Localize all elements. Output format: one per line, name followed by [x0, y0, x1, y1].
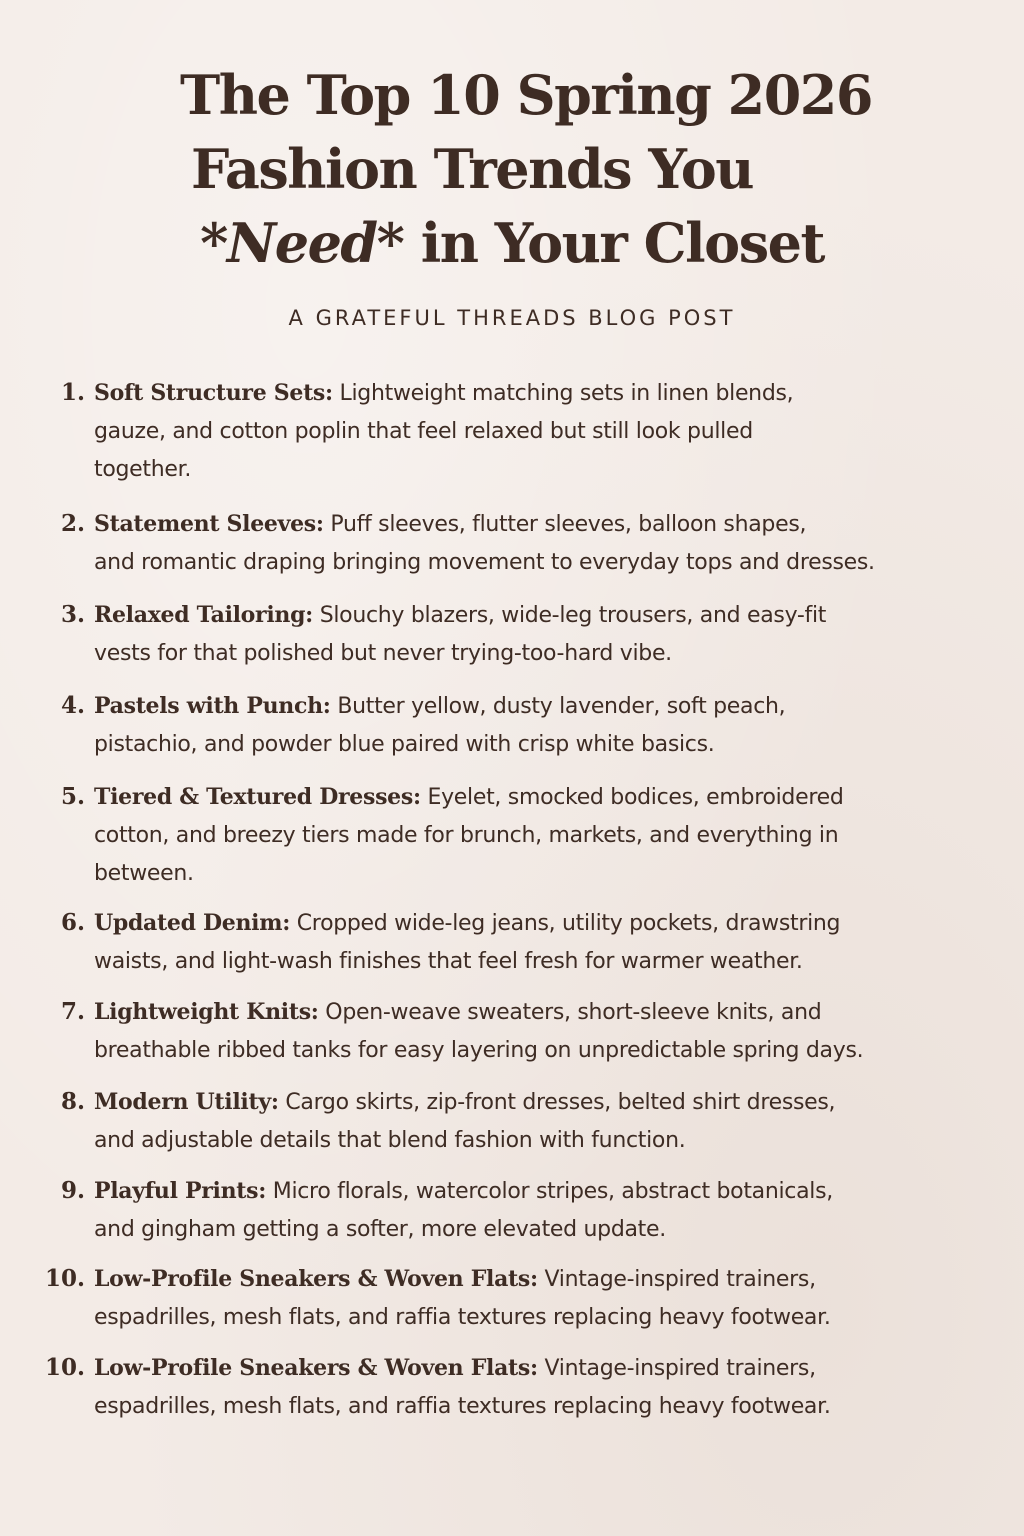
trend-desc: Open-weave sweaters, short-sleeve knits, and	[318, 1000, 822, 1025]
trend-heading: Relaxed Tailoring:	[94, 602, 314, 628]
trend-text	[94, 993, 994, 1070]
trend-desc: Slouchy blazers, wide-leg trousers, and easy-fit	[313, 603, 827, 628]
trend-text	[94, 1172, 994, 1249]
trend-text	[94, 596, 994, 673]
trend-number: 6.	[60, 909, 85, 936]
trend-line: vests for that polished but never trying-too-hard vibe.	[94, 641, 672, 666]
trend-heading: Playful Prints:	[94, 1178, 267, 1204]
trend-text	[94, 1349, 994, 1426]
trend-line	[94, 1172, 994, 1211]
trend-line: and gingham getting a softer, more elevated update.	[94, 1217, 666, 1242]
trend-desc: Cropped wide-leg jeans, utility pockets, drawstring	[290, 911, 841, 936]
trend-line: breathable ribbed tanks for easy layering on unpredictable spring days.	[94, 1038, 864, 1063]
trend-line	[94, 904, 994, 943]
trend-desc: Cargo skirts, zip-front dresses, belted shirt dresses,	[278, 1090, 836, 1115]
trend-line: espadrilles, mesh flats, and raffia textures replacing heavy footwear.	[94, 1305, 831, 1330]
trend-heading: Soft Structure Sets:	[94, 380, 333, 406]
trend-text	[94, 904, 994, 981]
trend-heading: Updated Denim:	[94, 910, 291, 936]
trend-line: gauze, and cotton poplin that feel relaxed but still look pulled	[94, 419, 753, 444]
trend-text	[94, 374, 994, 489]
trend-line	[94, 596, 994, 635]
trend-text	[94, 1083, 994, 1160]
title-line-1: The Top 10 Spring 2026	[180, 63, 872, 127]
trend-line	[94, 374, 994, 413]
trend-heading: Statement Sleeves:	[94, 511, 324, 537]
trend-line: cotton, and breezy tiers made for brunch, markets, and everything in	[94, 823, 839, 848]
trend-desc: Micro florals, watercolor stripes, abstract botanicals,	[266, 1179, 833, 1204]
trend-number: 3.	[60, 601, 85, 628]
trend-line	[94, 687, 994, 726]
trend-text	[94, 687, 994, 764]
trend-text	[94, 778, 994, 893]
trend-desc: Vintage-inspired trainers,	[537, 1267, 816, 1292]
trend-line	[94, 505, 994, 544]
trend-number: 7.	[60, 998, 85, 1025]
trend-line: pistachio, and powder blue paired with crisp white basics.	[94, 732, 715, 757]
trend-line: and adjustable details that blend fashion with function.	[94, 1128, 686, 1153]
trend-line: espadrilles, mesh flats, and raffia textures replacing heavy footwear.	[94, 1394, 831, 1419]
trend-number: 4.	[60, 692, 85, 719]
trend-number: 5.	[60, 783, 85, 810]
trend-number: 10.	[44, 1265, 85, 1292]
trend-line: and romantic draping bringing movement to everyday tops and dresses.	[94, 550, 875, 575]
trend-heading: Lightweight Knits:	[94, 999, 319, 1025]
title-line-2: Fashion Trends You	[190, 137, 754, 201]
post-subtitle: A GRATEFUL THREADS BLOG POST	[288, 306, 736, 330]
trend-heading: Low-Profile Sneakers & Woven Flats:	[94, 1266, 538, 1292]
trend-desc: Puff sleeves, flutter sleeves, balloon shapes,	[323, 512, 807, 537]
trend-number: 9.	[60, 1177, 85, 1204]
trend-heading: Low-Profile Sneakers & Woven Flats:	[94, 1355, 538, 1381]
trend-number: 10.	[44, 1354, 85, 1381]
trend-line	[94, 1260, 994, 1299]
trend-desc: Lightweight matching sets in linen blends,	[332, 381, 794, 406]
trend-line: between.	[94, 861, 194, 886]
trend-text	[94, 505, 994, 582]
trend-text	[94, 1260, 994, 1337]
trend-desc: Eyelet, smocked bodices, embroidered	[420, 785, 844, 810]
trend-number: 8.	[60, 1088, 85, 1115]
trend-line: waists, and light-wash finishes that feel fresh for warmer weather.	[94, 949, 803, 974]
trend-line	[94, 778, 994, 817]
trend-line: together.	[94, 457, 192, 482]
trend-heading: Pastels with Punch:	[94, 693, 331, 719]
trend-heading: Modern Utility:	[94, 1089, 279, 1115]
trend-desc: Vintage-inspired trainers,	[537, 1356, 816, 1381]
title-emphasis: *Need*	[200, 211, 404, 275]
trend-line	[94, 1083, 994, 1122]
title-line-3-rest: in Your Closet	[403, 211, 824, 275]
trend-line	[94, 993, 994, 1032]
trend-line	[94, 1349, 994, 1388]
trend-number: 2.	[60, 510, 85, 537]
trend-desc: Butter yellow, dusty lavender, soft peach,	[330, 694, 786, 719]
trend-heading: Tiered & Textured Dresses:	[94, 784, 421, 810]
trend-number: 1.	[60, 379, 85, 406]
